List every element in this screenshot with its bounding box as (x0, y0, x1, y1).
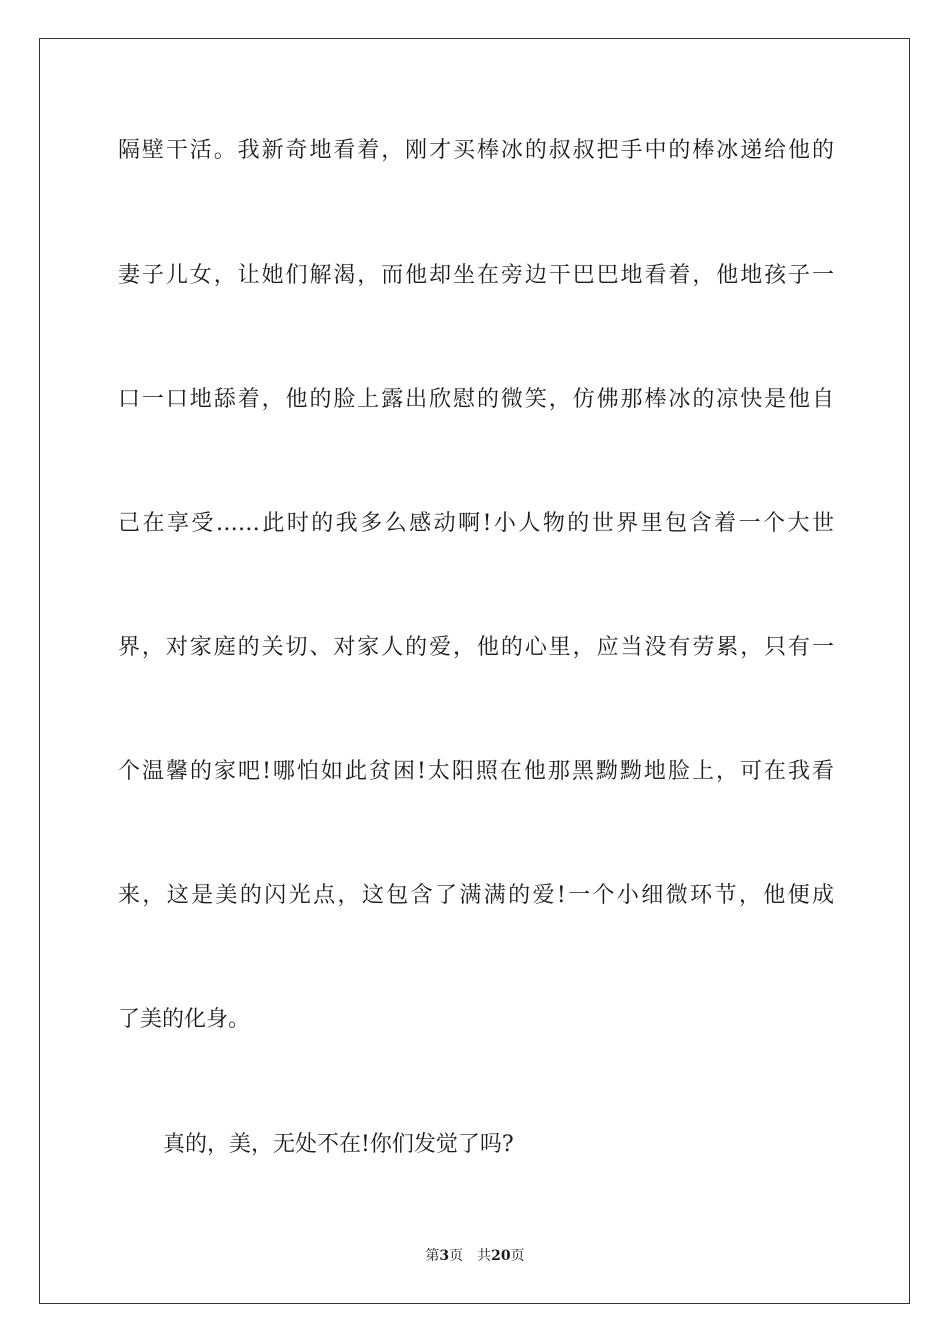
body-line-7: 来，这是美的闪光点，这包含了满满的爱!一个小细微环节，他便成 (118, 883, 834, 908)
body-line-3: 口一口地舔着，他的脸上露出欣慰的微笑，仿佛那棒冰的凉快是他自 (118, 387, 834, 412)
page-suffix: 页 (449, 1248, 464, 1264)
page-border (39, 38, 910, 1304)
page-number: 3 (439, 1248, 450, 1264)
total-suffix: 页 (510, 1248, 525, 1264)
page-prefix: 第 (425, 1248, 440, 1264)
page-footer (0, 1247, 950, 1265)
body-line-6: 个温馨的家吧!哪怕如此贫困!太阳照在他那黑黝黝地脸上，可在我看 (118, 759, 834, 784)
body-line-8: 了美的化身。 (118, 1007, 251, 1032)
body-line-1: 隔壁干活。我新奇地看着，刚才买棒冰的叔叔把手中的棒冰递给他的 (118, 138, 834, 163)
total-prefix: 共 (477, 1248, 492, 1264)
body-line-4: 己在享受……此时的我多么感动啊!小人物的世界里包含着一个大世 (118, 511, 834, 536)
body-line-2: 妻子儿女，让她们解渴，而他却坐在旁边干巴巴地看着，他地孩子一 (118, 263, 834, 288)
closing-paragraph: 真的，美，无处不在!你们发觉了吗? (163, 1132, 514, 1157)
body-line-5: 界，对家庭的关切、对家人的爱，他的心里，应当没有劳累，只有一 (118, 635, 834, 660)
total-pages: 20 (491, 1248, 511, 1264)
